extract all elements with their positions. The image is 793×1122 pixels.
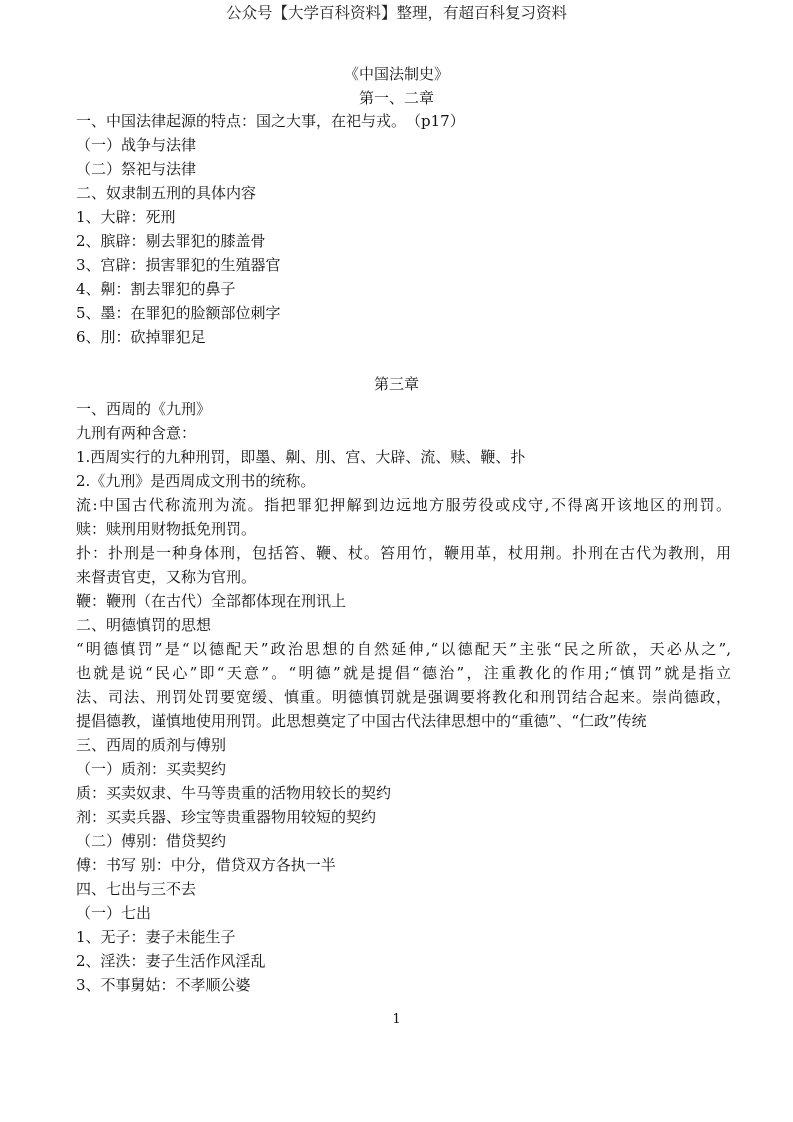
chapter-1-2-body <box>76 109 731 349</box>
text-line: 二、奴隶制五刑的具体内容 <box>76 184 257 202</box>
text-line: 剂：买卖兵器、珍宝等贵重器物用较短的契约 <box>76 808 377 826</box>
text-line: 三、西周的质剂与傅别 <box>76 736 227 754</box>
text-line: 质：买卖奴隶、牛马等贵重的活物用较长的契约 <box>76 784 392 802</box>
chapter-heading-1-2: 第一、二章 <box>358 89 434 107</box>
text-line: 3、宫辟：损害罪犯的生殖器官 <box>76 256 281 274</box>
text-line: 傅：书写 别：中分，借贷双方各执一半 <box>76 856 336 874</box>
text-line: 一、西周的《九刑》 <box>76 400 212 418</box>
text-line: 1、大辟：死刑 <box>76 208 176 226</box>
text-line: （一）七出 <box>76 904 152 922</box>
text-line: “明德慎罚”是“以德配天”政治思想的自然延伸,“以德配天”主张“民之所欲，天必从之”, <box>76 640 731 658</box>
chapter-3-body <box>76 397 731 997</box>
text-line: 2.《九刑》是西周成文刑书的统称。 <box>76 472 316 490</box>
text-line: 来督责官吏，又称为官刑。 <box>76 568 257 586</box>
page-header-watermark: 公众号【大学百科资料】整理，有超百科复习资料 <box>225 4 567 22</box>
text-line: 扑：扑刑是一种身体刑，包括笞、鞭、杖。笞用竹，鞭用革，杖用荆。扑刑在古代为教刑，用 <box>76 544 731 562</box>
text-line: 1、无子：妻子未能生子 <box>76 928 236 946</box>
text-line: 3、不事舅姑：不孝顺公婆 <box>76 976 251 994</box>
text-line: 提倡德教，谨慎地使用刑罚。此思想奠定了中国古代法律思想中的“重德”、“仁政”传统 <box>76 712 647 730</box>
text-line: 也就是说“民心”即“天意”。“明德”就是提倡“德治”，注重教化的作用;“慎罚”就是指立 <box>76 664 731 682</box>
text-line: （一）战争与法律 <box>76 136 197 154</box>
text-line: 赎：赎刑用财物抵免刑罚。 <box>76 520 257 538</box>
text-line: 四、七出与三不去 <box>76 880 197 898</box>
document-title: 《中国法制史》 <box>343 65 449 83</box>
text-line: （一）质剂：买卖契约 <box>76 760 227 778</box>
text-line: （二）傅别：借贷契约 <box>76 832 227 850</box>
text-line: （二）祭祀与法律 <box>76 160 197 178</box>
text-line: 4、劓：割去罪犯的鼻子 <box>76 280 236 298</box>
text-line: 1.西周实行的九种刑罚，即墨、劓、刖、宫、大辟、流、赎、鞭、扑 <box>76 448 526 466</box>
text-line: 一、中国法律起源的特点：国之大事，在祀与戎。 （p17） <box>76 112 465 130</box>
text-line: 流:中国古代称流刑为流。指把罪犯押解到边远地方服劳役或戍守,不得离开该地区的刑罚。 <box>76 496 731 514</box>
text-line: 5、墨：在罪犯的脸额部位刺字 <box>76 304 281 322</box>
text-line: 法、司法、刑罚处罚要宽缓、慎重。明德慎罚就是强调要将教化和刑罚结合起来。崇尚德政， <box>76 688 731 706</box>
chapter-heading-3: 第三章 <box>373 375 419 393</box>
text-line: 鞭：鞭刑（在古代）全部都体现在刑讯上 <box>76 592 347 610</box>
text-line: 二、明德慎罚的思想 <box>76 616 212 634</box>
text-line: 6、刖：砍掉罪犯足 <box>76 328 206 346</box>
page-number: 1 <box>392 1012 401 1027</box>
text-line: 2、膑辟：剔去罪犯的膝盖骨 <box>76 232 266 250</box>
text-line: 2、淫泆：妻子生活作风淫乱 <box>76 952 266 970</box>
text-line: 九刑有两种含意： <box>76 424 197 442</box>
